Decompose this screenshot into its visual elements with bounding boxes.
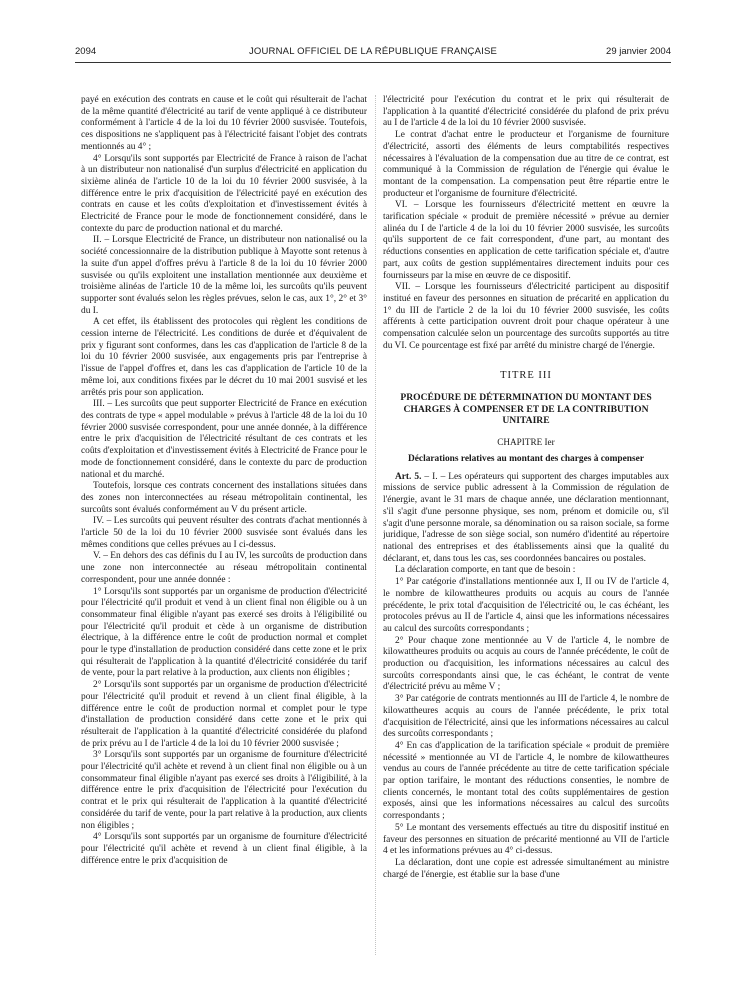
paragraph: 3° Lorsqu'ils sont supportés par un organisme de fourniture d'électricité pour l'électricité qu'il achète et revend à un client final non éligible ou à un consommateur final éligible n'ayant pas exercé ses droits à l'éligibilité, à la différence entre le prix d'acquisition de l'électricité pour l'exécution du contrat et le prix qui résulterait de l'application à la quantité d'électricité considérée du tarif de vente, pour la part relative à la production, aux clients non éligibles ; [81, 750, 367, 831]
header-rule [75, 62, 671, 63]
chapitre-label: CHAPITRE Ier [497, 436, 555, 447]
left-column [81, 95, 367, 983]
article-paragraph [383, 472, 669, 566]
chapitre-heading: Déclarations relatives au montant des charges à compenser [408, 454, 644, 465]
paragraph: 2° Lorsqu'ils sont supportés par un organisme de production d'électricité pour l'électricité qu'il produit et revend à un client final éligible, à la différence entre le coût de production normal et complet pour le type d'installation de production considéré dans cette zone et le prix qui résulterait de l'application à la quantité d'électricité considérée du plafond de prix prévu au I de l'article 4 de la loi du 10 février 2000 susvisée ; [81, 680, 367, 749]
paragraph: payé en exécution des contrats en cause et le coût qui résulterait de l'achat de la même quantité d'électricité au tarif de vente appliqué à ce distributeur conformément à l'article 4 de la loi du 10 février 2000 susvisée. Toutefois, ces dispositions ne s'appliquent pas à l'électricité faisant l'objet des contrats mentionnés au 4° ; [81, 95, 367, 152]
paragraph: 2° Pour chaque zone mentionnée au V de l'article 4, le nombre de kilowattheures produits ou acquis au cours de l'année précédente, le coût de production ou d'acquisition, les informations nécessaires au calcul des surcoûts correspondants ainsi que, le cas échéant, le contrat de vente d'électricité prévu au même V ; [383, 635, 669, 693]
paragraph: La déclaration, dont une copie est adressée simultanément au ministre chargé de l'énergie, est établie sur la base d'une [383, 857, 669, 880]
paragraph: III. – Les surcoûts que peut supporter Electricité de France en exécution des contrats de type « appel modulable » prévus à l'article 48 de la loi du 10 février 2000 susvisée correspondent, pour une année donnée, à la différence entre le prix d'acquisition de l'électricité résultant de ces contrats et les coûts d'exploitation et d'investissement évités à Electricité de France pour le mode de fonctionnement considéré, dans le contexte du parc de production national et du marché. [81, 399, 367, 480]
paragraph: IV. – Les surcoûts qui peuvent résulter des contrats d'achat mentionnés à l'article 50 de la loi du 10 février 2000 susvisée sont évalués dans les mêmes conditions que celles prévues au I ci-dessus. [81, 516, 367, 550]
right-column [383, 95, 669, 983]
paragraph: 3° Par catégorie de contrats mentionnés au III de l'article 4, le nombre de kilowattheures acquis au cours de l'année précédente, le prix total d'acquisition de l'électricité, ainsi que les informations nécessaires au calcul des surcoûts correspondants ; [383, 694, 669, 740]
paragraph: V. – En dehors des cas définis du I au IV, les surcoûts de production dans une zone non interconnectée au réseau métropolitain continental correspondent, pour une année donnée : [81, 551, 367, 585]
paragraph: VII. – Lorsque les fournisseurs d'électricité participent au dispositif institué en faveur des personnes en situation de précarité en application du 1° du III de l'article 2 de la loi du 10 février 2000 susvisée, les coûts afférents à cette participation ouvrent droit pour chaque opérateur à une compensation calculée selon un pourcentage des surcoûts supportés au titre du VI. Ce pourcentage est fixé par arrêté du ministre chargé de l'énergie. [383, 282, 669, 351]
column-divider [375, 95, 376, 955]
right-column-top [383, 95, 669, 352]
paragraph: 1° Lorsqu'ils sont supportés par un organisme de production d'électricité pour l'électricité qu'il produit et vend à un client final non éligible ou à un consommateur final éligible n'ayant pas exercé ses droits à l'éligibilité ou pour l'électricité qu'il produit et cède à un organisme de distribution électrique, à la différence entre le coût de production normal et complet pour le type d'installation de production considéré dans cette zone et le prix qui résulterait de l'application à la quantité d'électricité considérée du tarif de vente, pour la part relative à la production, aux clients non éligibles ; [81, 586, 367, 679]
page-header [75, 46, 671, 62]
article-label: Art. 5. [395, 471, 422, 482]
paragraph: 4° Lorsqu'ils sont supportés par Electricité de France à raison de l'achat à un distributeur non nationalisé d'un surplus d'électricité en application du sixième alinéa de l'article 10 de la loi du 10 février 2000 susvisée, à la différence entre le prix d'acquisition de l'électricité payé en exécution des contrats en cause et les coûts d'exploitation et d'investissement évités à Electricité de France pour le mode de fonctionnement considéré, dans le contexte du parc de production national et du marché. [81, 153, 367, 234]
journal-title: JOURNAL OFFICIEL DE LA RÉPUBLIQUE FRANÇAISE [248, 46, 498, 57]
paragraph: La déclaration comporte, en tant que de besoin : [395, 565, 576, 576]
paragraph: 4° En cas d'application de la tarification spéciale « produit de première nécessité » mentionnée au VI de l'article 4, le nombre de kilowattheures vendus au cours de l'année précédente au titre de cette tarification spéciale par option tarifaire, le montant des réductions consenties, le nombre de clients concernés, le montant total des coûts supplémentaires de gestion exposés, ainsi que les informations nécessaires au calcul des surcoûts correspondants ; [383, 740, 669, 822]
paragraph: A cet effet, ils établissent des protocoles qui règlent les conditions de cession interne de l'électricité. Les conditions de durée et d'équivalent de prix y figurant sont conformes, dans les cas d'application de l'article 8 de la loi du 10 février 2000 susvisée, aux engagements pris par l'entreprise à l'issue de l'appel d'offres et, dans les cas d'application de l'article 10 de la même loi, aux conditions fixées par le décret du 10 mai 2001 susvisé et les arrêtés pris pour son application. [81, 317, 367, 398]
paragraph: l'électricité pour l'exécution du contrat et le prix qui résulterait de l'application à la quantité d'électricité considérée du plafond de prix prévu au I de l'article 4 de la loi du 10 février 2000 susvisée. [383, 95, 669, 129]
titre-heading: PROCÉDURE DE DÉTERMINATION DU MONTANT DES CHARGES À COMPENSER ET DE LA CONTRIBUTION UNITAIRE [400, 392, 652, 427]
paragraph: Toutefois, lorsque ces contrats concernent des installations situées dans des zones non interconnectées au réseau métropolitain continental, les surcoûts sont évalués conformément au V du présent article. [81, 481, 367, 515]
paragraph: VI. – Lorsque les fournisseurs d'électricité mettent en œuvre la tarification spéciale « produit de première nécessité » prévue au dernier alinéa du I de l'article 4 de la loi du 10 février 2000 susvisée, les surcoûts qu'ils supportent de ce fait correspondent, d'une part, au montant des réductions consenties en application de cette tarification spéciale et, d'autre part, aux coûts de gestion supplémentaires directement induits pour ces fournisseurs par la mise en œuvre de ce dispositif. [383, 200, 669, 281]
article-intro: – I. – Les opérateurs qui supportent des charges imputables aux missions de service public adressent à la Commission de régulation de l'énergie, avant le 31 mars de chaque année, une déclaration mentionnant, s'il s'agit d'une personne physique, ses nom, prénom et domicile ou, s'il s'agit d'une personne morale, sa dénomination ou sa raison sociale, sa forme juridique, l'adresse de son siège social, son numéro d'identité au répertoire national des entreprises et des établissements ainsi que la qualité du déclarant, et, dans tous les cas, ses coordonnées bancaires ou postales. [383, 471, 669, 564]
paragraph: II. – Lorsque Electricité de France, un distributeur non nationalisé ou la société concessionnaire de la distribution publique à Mayotte sont retenus à la suite d'un appel d'offres prévu à l'article 8 de la loi du 10 février 2000 susvisée ou qu'ils exploitent une installation mentionnée aux deuxième et troisième alinéas de l'article 10 de la même loi, les surcoûts qu'ils peuvent supporter sont évalués selon les règles prévues, selon le cas, aux 1°, 2° et 3° du I. [81, 235, 367, 316]
paragraph: 4° Lorsqu'ils sont supportés par un organisme de fourniture d'électricité pour l'électricité qu'il achète et revend à un client final éligible, à la différence entre le prix d'acquisition de [81, 832, 367, 866]
right-column-bottom [383, 565, 669, 881]
paragraph: Le contrat d'achat entre le producteur et l'organisme de fourniture d'électricité, assorti des éléments de leurs comptabilités respectives nécessaires à l'évaluation de la compensation due au titre de ce contrat, est communiqué à la Commission de régulation de l'énergie qui évalue le montant de la compensation. La compensation peut être répartie entre le producteur et l'organisme de fourniture d'électricité. [383, 130, 669, 199]
titre-label: TITRE III [500, 370, 552, 382]
paragraph: 1° Par catégorie d'installations mentionnée aux I, II ou IV de l'article 4, le nombre de kilowattheures produits ou acquis au cours de l'année précédente, le prix total d'acquisition de l'électricité ou, le cas échéant, les protocoles prévus au II de l'article 4, ainsi que les informations nécessaires au calcul des surcoûts correspondants ; [383, 577, 669, 634]
page-number: 2094 [75, 46, 97, 57]
publication-date: 29 janvier 2004 [606, 46, 671, 57]
paragraph: 5° Le montant des versements effectués au titre du dispositif institué en faveur des personnes en situation de précarité mentionné au VII de l'article 4 et les informations prévues au 4° ci-dessus. [383, 822, 669, 857]
